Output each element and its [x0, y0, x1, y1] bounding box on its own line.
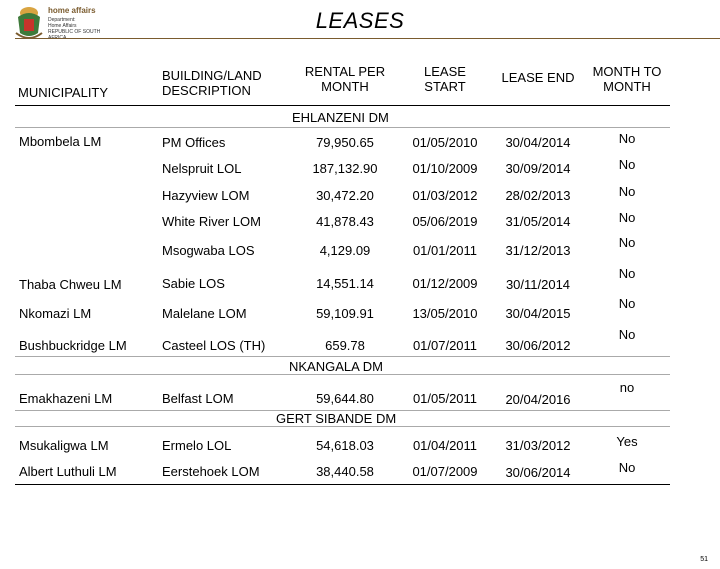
- cell-building: Msogwaba LOS: [162, 243, 255, 258]
- cell-start: 01/07/2009: [412, 464, 478, 479]
- cell-rental: 659.78: [325, 338, 365, 353]
- cell-municipality: Emakhazeni LM: [19, 391, 113, 406]
- cell-municipality: Nkomazi LM: [19, 306, 92, 321]
- cell-building: PM Offices: [162, 135, 226, 150]
- cell-building: Sabie LOS: [162, 276, 225, 291]
- table-rule: [15, 356, 670, 357]
- cell-start: 01/12/2009: [412, 276, 478, 291]
- cell-start: 01/10/2009: [412, 161, 478, 176]
- cell-month-to-month: No: [618, 266, 636, 281]
- cell-start: 01/03/2012: [412, 188, 478, 203]
- section-heading: GERT SIBANDE DM: [276, 411, 397, 426]
- cell-end: 30/06/2014: [505, 465, 571, 480]
- cell-end: 30/04/2014: [505, 135, 571, 150]
- cell-building: White River LOM: [162, 214, 261, 229]
- page-number: 51: [700, 556, 708, 563]
- table-rule: [15, 374, 670, 375]
- section-heading: NKANGALA DM: [289, 359, 383, 374]
- cell-end: 28/02/2013: [505, 188, 571, 203]
- cell-month-to-month: No: [618, 131, 636, 146]
- logo-dept-line: REPUBLIC OF SOUTH: [48, 29, 101, 35]
- header-building-line: BUILDING/LAND: [162, 68, 262, 83]
- cell-municipality: Albert Luthuli LM: [19, 464, 117, 479]
- cell-municipality: Msukaligwa LM: [19, 438, 109, 453]
- cell-end: 31/03/2012: [505, 438, 571, 453]
- logo-brand: home affairs: [48, 6, 96, 15]
- cell-month-to-month: No: [618, 235, 636, 250]
- section-heading: EHLANZENI DM: [292, 110, 389, 125]
- cell-municipality: Mbombela LM: [19, 134, 102, 149]
- cell-rental: 30,472.20: [316, 188, 374, 203]
- cell-start: 01/07/2011: [412, 338, 478, 353]
- cell-month-to-month: No: [618, 460, 636, 475]
- header-mtm-line: MONTH TO: [592, 64, 662, 79]
- cell-month-to-month: No: [618, 210, 636, 225]
- header-lease-start-line: LEASE: [424, 64, 466, 79]
- cell-month-to-month: no: [619, 380, 635, 395]
- cell-end: 30/11/2014: [505, 277, 571, 292]
- cell-rental: 79,950.65: [316, 135, 374, 150]
- cell-start: 01/05/2011: [412, 391, 478, 406]
- header-rental: [290, 64, 400, 94]
- cell-month-to-month: No: [618, 157, 636, 172]
- cell-building: Belfast LOM: [162, 391, 234, 406]
- header-lease-start-line: START: [424, 79, 466, 94]
- cell-start: 01/05/2010: [412, 135, 478, 150]
- header-mtm-line: MONTH: [603, 79, 651, 94]
- cell-municipality: Thaba Chweu LM: [19, 277, 122, 292]
- cell-building: Nelspruit LOL: [162, 161, 242, 176]
- cell-start: 01/04/2011: [412, 438, 478, 453]
- cell-building: Malelane LOM: [162, 306, 247, 321]
- table-rule: [15, 484, 670, 485]
- cell-start: 01/01/2011: [412, 243, 478, 258]
- header-lease-end: LEASE END: [501, 70, 575, 85]
- header-rental-line: MONTH: [321, 79, 369, 94]
- cell-rental: 54,618.03: [316, 438, 374, 453]
- logo-dept-line: Home Affairs: [48, 23, 77, 29]
- cell-end: 31/12/2013: [505, 243, 571, 258]
- cell-start: 05/06/2019: [412, 214, 478, 229]
- table-rule: [15, 426, 670, 427]
- cell-building: Casteel LOS (TH): [162, 338, 266, 353]
- cell-building: Eerstehoek LOM: [162, 464, 260, 479]
- table-rule: [15, 105, 670, 106]
- cell-month-to-month: No: [618, 296, 636, 311]
- cell-end: 31/05/2014: [505, 214, 571, 229]
- logo-dept-line: Department:: [48, 17, 76, 23]
- table-rule: [15, 410, 670, 411]
- header-municipality: MUNICIPALITY: [18, 85, 109, 100]
- cell-rental: 59,644.80: [316, 391, 374, 406]
- header-building: [162, 68, 262, 98]
- cell-municipality: Bushbuckridge LM: [19, 338, 127, 353]
- cell-rental: 41,878.43: [316, 214, 374, 229]
- cell-end: 30/04/2015: [505, 306, 571, 321]
- cell-end: 30/06/2012: [505, 338, 571, 353]
- cell-end: 30/09/2014: [505, 161, 571, 176]
- header-month-to-month: [586, 64, 668, 94]
- table-rule: [15, 127, 670, 128]
- header-building-line: DESCRIPTION: [162, 83, 251, 98]
- cell-building: Ermelo LOL: [162, 438, 232, 453]
- header-rental-line: RENTAL PER: [304, 64, 386, 79]
- cell-month-to-month: No: [618, 184, 636, 199]
- cell-rental: 38,440.58: [316, 464, 374, 479]
- cell-building: Hazyview LOM: [162, 188, 250, 203]
- header-lease-start: [404, 64, 486, 94]
- page-title: LEASES: [315, 8, 405, 33]
- header-rule: [15, 38, 720, 39]
- cell-month-to-month: Yes: [616, 434, 638, 449]
- cell-month-to-month: No: [618, 327, 636, 342]
- cell-rental: 4,129.09: [319, 243, 371, 258]
- cell-rental: 187,132.90: [312, 161, 378, 176]
- cell-rental: 59,109.91: [316, 306, 374, 321]
- cell-rental: 14,551.14: [316, 276, 374, 291]
- cell-end: 20/04/2016: [505, 392, 571, 407]
- cell-start: 13/05/2010: [412, 306, 478, 321]
